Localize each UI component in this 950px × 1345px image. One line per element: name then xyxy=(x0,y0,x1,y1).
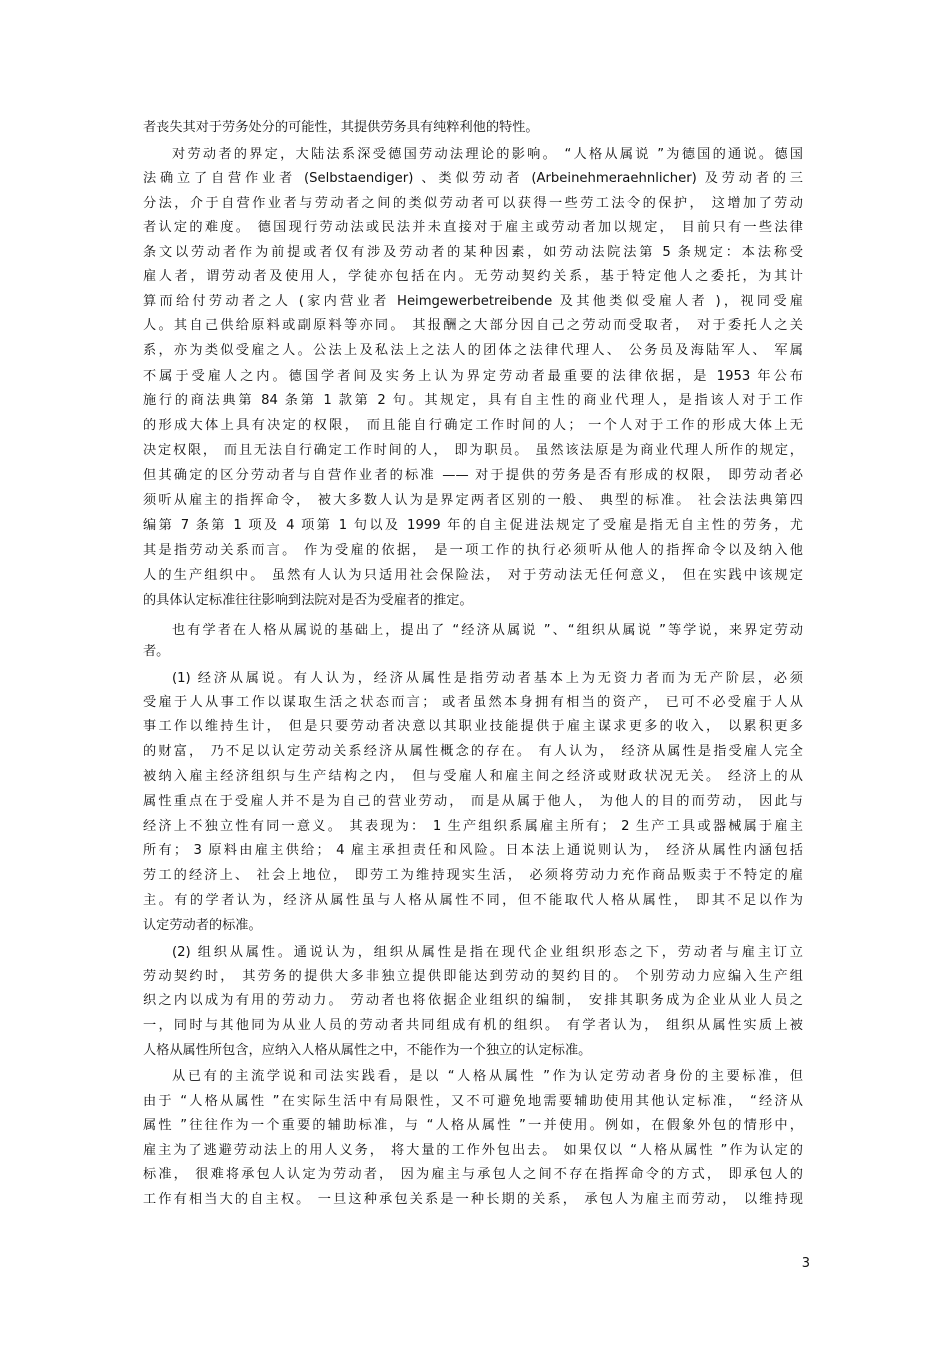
text-line: 被纳入雇主经济组织与生产结构之内， 但与受雇人和雇主间之经济或财政状况无关。 经济上的从 xyxy=(143,769,803,784)
text-line: 人的生产组织中。 虽然有人认为只适用社会保险法， 对于劳动法无任何意义， 但在实践中该规定 xyxy=(143,568,803,583)
text-line: 织之内以成为有用的劳动力。 劳动者也将依据企业组织的编制， 安排其职务成为企业从业人员之 xyxy=(143,993,803,1008)
text-line: 所有； 3 原料由雇主供给； 4 雇主承担责任和风险。日本法上通说则认为， 经济从属性内涵包括 xyxy=(143,843,803,858)
text-line: 对劳动者的界定，大陆法系深受德国劳动法理论的影响。 “人格从属说 ”为德国的通说。德国 xyxy=(172,147,803,162)
text-line: 编第 7 条第 1 项及 4 项第 1 句以及 1999 年的自主促进法规定了受雇是指无自主性的劳务，尤 xyxy=(143,518,803,533)
text-line: 经济上不独立性有同一意义。 其表现为： 1 生产组织系属雇主所有； 2 生产工具或器械属于雇主 xyxy=(143,819,803,834)
text-line: 但其确定的区分劳动者与自营作业者的标准 —— 对于提供的劳务是否有形成的权限， 即劳动者必 xyxy=(143,468,803,483)
text-line: 人格从属性所包含，应纳入人格从属性之中，不能作为一个独立的认定标准。 xyxy=(143,1043,592,1058)
text-line: 须听从雇主的指挥命令， 被大多数人认为是界定两者区别的一般、 典型的标准。 社会法法典第四 xyxy=(143,493,803,508)
page-number: 3 xyxy=(801,1256,810,1271)
text-line: 一，同时与其他同为从业人员的劳动者共同组成有机的组织。 有学者认为， 组织从属性实质上被 xyxy=(143,1018,803,1033)
text-line: (2) 组织从属性。通说认为，组织从属性是指在现代企业组织形态之下，劳动者与雇主订立 xyxy=(172,945,803,960)
text-line: 主。有的学者认为，经济从属性虽与人格从属性不同，但不能取代人格从属性， 即其不足以作为 xyxy=(143,893,803,908)
text-line: 人。其自己供给原料或副原料等亦同。 其报酬之大部分因自己之劳动而受取者， 对于委托人之关 xyxy=(143,318,803,333)
text-line: 劳工的经济上、 社会上地位， 即劳工为维持现实生活， 必须将劳动力充作商品贩卖于不特定的雇 xyxy=(143,868,803,883)
text-line: 不属于受雇人之内。德国学者间及实务上认为界定劳动者最重要的法律依据，是 1953 年公布 xyxy=(143,369,803,384)
text-line: 算而给付劳动者之人 (家内营业者 Heimgewerbetreibende 及其他类似受雇人者 )，视同受雇 xyxy=(143,294,803,309)
text-line: 属性 ”往往作为一个重要的辅助标准，与 “人格从属性 ”一并使用。例如，在假象外包的情形中， xyxy=(143,1118,803,1133)
text-line: 者。 xyxy=(143,644,170,659)
text-line: 属性重点在于受雇人并不是为自己的营业劳动， 而是从属于他人， 为他人的目的而劳动， 因此与 xyxy=(143,794,803,809)
text-line: 的形成大体上具有决定的权限， 而且能自行确定工作时间的人； 一个人对于工作的形成大体上无 xyxy=(143,418,803,433)
text-line: 雇主为了逃避劳动法上的用人义务， 将大量的工作外包出去。 如果仅以 “人格从属性 ”作为认定的 xyxy=(143,1143,803,1158)
text-line: 由于 “人格从属性 ”在实际生活中有局限性，又不可避免地需要辅助使用其他认定标准， “经济从 xyxy=(143,1094,803,1109)
text-line: 其是指劳动关系而言。 作为受雇的依据， 是一项工作的执行必须听从他人的指挥命令以及纳入他 xyxy=(143,543,803,558)
text-line: 雇人者，谓劳动者及使用人，学徒亦包括在内。无劳动契约关系，基于特定他人之委托，为其计 xyxy=(143,269,803,284)
text-line: 分法，介于自营作业者与劳动者之间的类似劳动者可以获得一些劳工法令的保护， 这增加了劳动 xyxy=(143,196,803,211)
text-line: 标准， 很难将承包人认定为劳动者， 因为雇主与承包人之间不存在指挥命令的方式， 即承包人的 xyxy=(143,1167,803,1182)
text-line: 事工作以维持生计， 但是只要劳动者决意以其职业技能提供于雇主谋求更多的收入， 以累积更多 xyxy=(143,719,803,734)
text-line: 的财富， 乃不足以认定劳动关系经济从属性概念的存在。 有人认为， 经济从属性是指受雇人完全 xyxy=(143,744,803,759)
text-line: 劳动契约时， 其劳务的提供大多非独立提供即能达到劳动的契约目的。 个别劳动力应编入生产组 xyxy=(143,969,803,984)
text-line: 受雇于人从事工作以谋取生活之状态而言； 或者虽然本身拥有相当的资产， 已可不必受雇于人从 xyxy=(143,695,803,710)
text-line: 的具体认定标准往往影响到法院对是否为受雇者的推定。 xyxy=(143,593,473,608)
text-line: 也有学者在人格从属说的基础上，提出了 “经济从属说 ”、“组织从属说 ”等学说，来界定劳动 xyxy=(172,623,803,638)
text-line: 者认定的难度。 德国现行劳动法或民法并未直接对于雇主或劳动者加以规定， 目前只有一些法律 xyxy=(143,220,803,235)
text-line: 系，亦为类似受雇之人。公法上及私法上之法人的团体之法律代理人、 公务员及海陆军人、 军属 xyxy=(143,343,803,358)
text-line: 者丧失其对于劳务处分的可能性，其提供劳务具有纯粹利他的特性。 xyxy=(143,120,539,135)
text-line: 条文以劳动者作为前提或者仅有涉及劳动者的某种因素，如劳动法院法第 5 条规定：本法称受 xyxy=(143,245,803,260)
text-line: 认定劳动者的标准。 xyxy=(143,918,262,933)
text-line: 施行的商法典第 84 条第 1 款第 2 句。其规定，具有自主性的商业代理人，是指该人对于工作 xyxy=(143,393,803,408)
text-line: 法确立了自营作业者 (Selbstaendiger) 、类似劳动者 (Arbeinehmeraehnlicher) 及劳动者的三 xyxy=(143,171,803,186)
text-line: (1) 经济从属说。有人认为，经济从属性是指劳动者基本上为无资力者而为无产阶层，必须 xyxy=(172,671,803,686)
text-line: 从已有的主流学说和司法实践看，是以 “人格从属性 ”作为认定劳动者身份的主要标准，但 xyxy=(172,1069,803,1084)
text-line: 工作有相当大的自主权。 一旦这种承包关系是一种长期的关系， 承包人为雇主而劳动， 以维持现 xyxy=(143,1192,803,1207)
text-line: 决定权限， 而且无法自行确定工作时间的人， 即为职员。 虽然该法原是为商业代理人所作的规定， xyxy=(143,443,803,458)
